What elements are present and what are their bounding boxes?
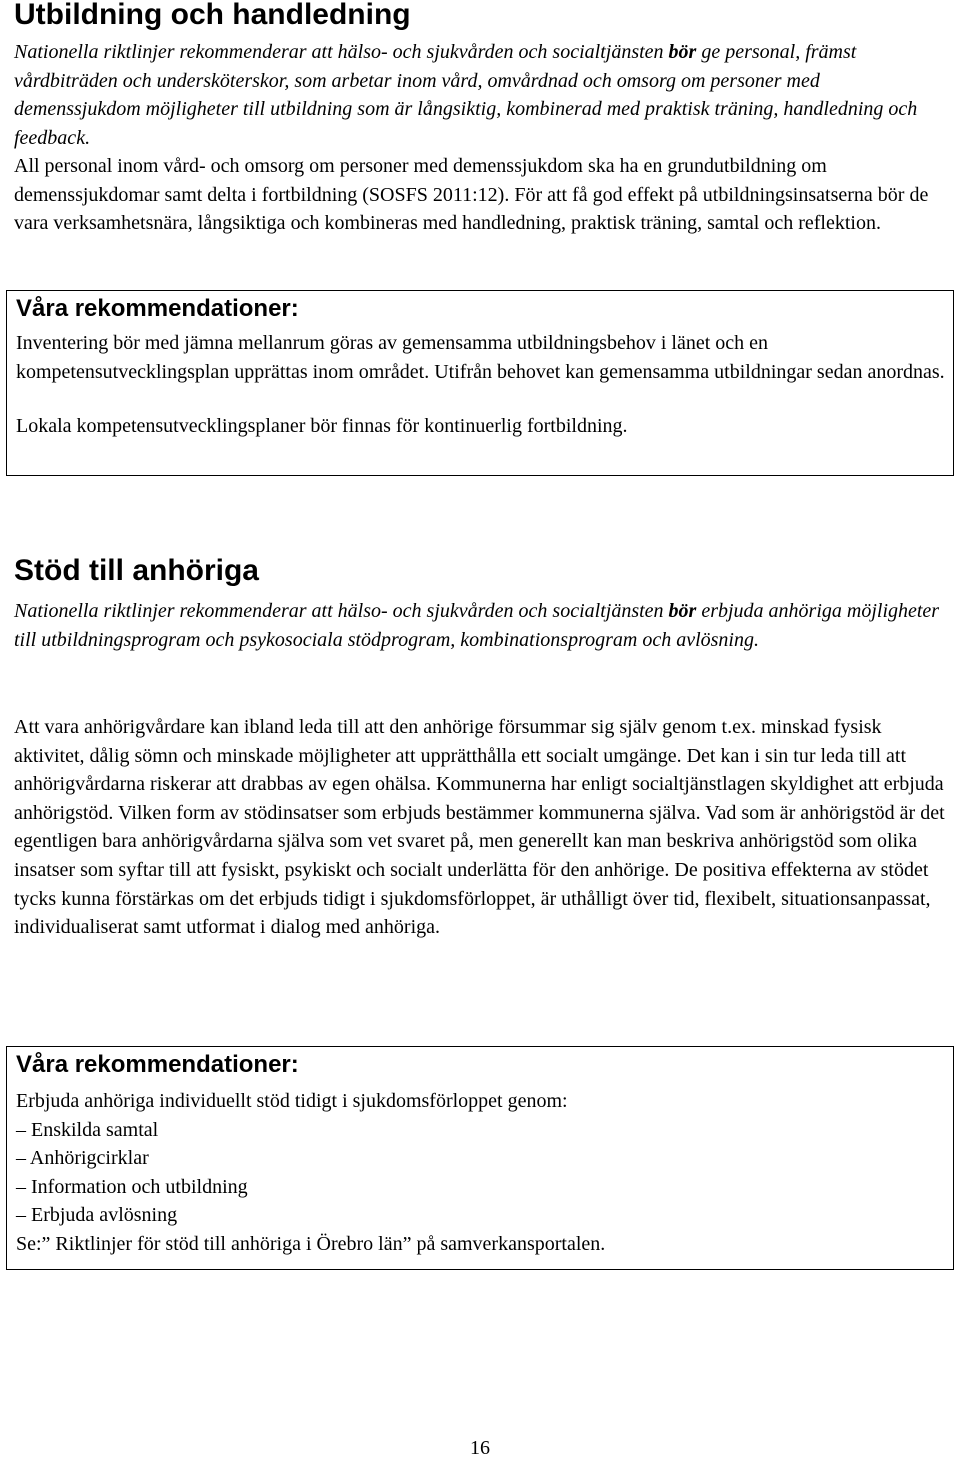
section-heading-anhoriga: Stöd till anhöriga (14, 554, 259, 587)
list-item: – Information och utbildning (16, 1175, 248, 1198)
intro-bold-word: bör (668, 41, 697, 63)
section-body-anhoriga: Att vara anhörigvårdare kan ibland leda till att den anhörige försummar sig själv genom t.ex. minskad fysisk aktivitet, dålig sömn och minskade möjligheter att upprätthålla ett socialt umgänge. Det kan i sin tur leda till att anhörigvårdarna riskerar att drabbas av egen ohälsa. Kommunerna har enligt socialtjänstlagen skyldighet att erbjuda anhörigstöd. Vilken form av stödinsatser som erbjuds bestämmer kommunerna själva. Vad som är anhörigstöd är det egentligen bara anhörigvårdarna själva som vet svaret på, men generellt kan man beskriva anhörigstöd som olika insatser som syftar till att fysiskt, psykiskt och socialt underlätta för den anhörige. De positiva effekterna av stödet tycks kunna förstärkas om det erbjuds tidigt i sjukdomsförloppet, är uthålligt över tid, flexibelt, situationsanpassat, individualiserat samt utformat i dialog med anhöriga. (14, 716, 945, 939)
section-intro-anhoriga (14, 597, 946, 654)
recommendation-box-title: Våra rekommendationer: (16, 1051, 299, 1078)
recommendation-text-1: Inventering bör med jämna mellanrum göras av gemensamma utbildningsbehov i länet och en kompetensutvecklingsplan upprättas inom området. Utifrån behovet kan gemensamma utbildningar sedan anordnas. (16, 332, 945, 383)
section-body-utbildning: All personal inom vård- och omsorg om personer med demenssjukdom ska ha en grundutbildning om demenssjukdomar samt delta i fortbildning (SOSFS 2011:12). För att få god effekt på utbildningsinsatserna bör de vara verksamhetsnära, långsiktiga och kombineras med handledning, praktisk träning, samtal och reflektion. (14, 155, 929, 235)
see-also-reference: Se:” Riktlinjer för stöd till anhöriga i Örebro län” på samverkansportalen. (16, 1232, 606, 1255)
support-intro: Erbjuda anhöriga individuellt stöd tidigt i sjukdomsförloppet genom: (16, 1090, 568, 1112)
intro-text-end: erbjuda anhöriga möjligheter till utbildningsprogram och psykosociala stödprogram, kombinationsprogram och avlösning. (14, 600, 940, 651)
section-intro-utbildning (14, 38, 946, 152)
recommendation-box-title: Våra rekommendationer: (16, 295, 299, 322)
recommendation-box-2 (6, 1046, 954, 1270)
support-list (16, 1116, 953, 1230)
list-item: – Erbjuda avlösning (16, 1204, 178, 1227)
intro-bold-word: bör (668, 600, 697, 622)
list-item: – Enskilda samtal (16, 1118, 159, 1141)
intro-text-end: ge personal, främst vårdbiträden och undersköterskor, som arbetar inom vård, omvårdnad och omsorg om personer med demenssjukdom möjligheter till utbildning som är långsiktig, kombinerad med praktisk träning, handledning och feedback. (14, 41, 918, 149)
recommendation-text-2: Lokala kompetensutvecklingsplaner bör finnas för kontinuerlig fortbildning. (16, 415, 628, 438)
intro-text-start: Nationella riktlinjer rekommenderar att hälso- och sjukvården och socialtjänsten (14, 41, 669, 63)
page-number: 16 (470, 1437, 490, 1459)
list-item: – Anhörigcirklar (16, 1147, 149, 1170)
section-heading-utbildning: Utbildning och handledning (14, 0, 411, 31)
recommendation-box-1 (6, 290, 954, 476)
intro-text-start: Nationella riktlinjer rekommenderar att hälso- och sjukvården och socialtjänsten (14, 600, 669, 622)
